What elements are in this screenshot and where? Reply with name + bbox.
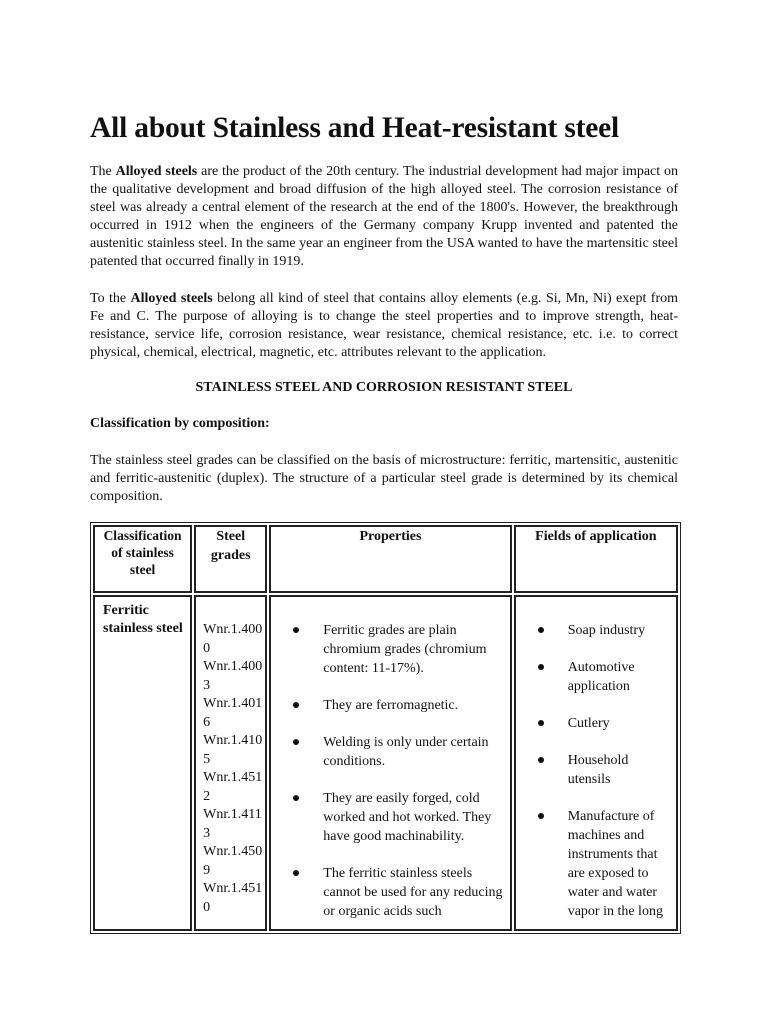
grade-item: Wnr.1.4512 <box>203 770 263 804</box>
para2-bold: Alloyed steels <box>130 291 213 306</box>
cell-fields <box>514 595 678 931</box>
header-fields: Fields of application <box>514 525 678 593</box>
bullet-icon <box>293 627 299 633</box>
intro-paragraph <box>90 163 678 271</box>
property-text: They are ferromagnetic. <box>323 698 459 713</box>
property-text: Ferritic grades are plain chromium grades (chromium content: 11-17%). <box>323 623 487 676</box>
list-item <box>281 864 505 921</box>
bullet-icon <box>293 870 299 876</box>
list-item <box>526 621 672 640</box>
grade-item: Wnr.1.4113 <box>203 807 262 841</box>
section-heading: STAINLESS STEEL AND CORROSION RESISTANT STEEL <box>195 380 573 395</box>
list-item <box>281 621 505 678</box>
list-item <box>281 696 505 715</box>
subheading: Classification by composition: <box>90 416 270 431</box>
bullet-icon <box>538 813 544 819</box>
list-item <box>526 658 672 696</box>
list-item <box>281 733 505 771</box>
list-item <box>526 751 672 789</box>
bullet-icon <box>538 664 544 670</box>
field-text: Manufacture of machines and instruments that are exposed to water and water vapor in the long <box>567 809 663 919</box>
table-row <box>93 595 678 931</box>
classification-name: Ferritic stainless steel <box>103 603 183 636</box>
table-header-row <box>93 525 678 593</box>
grades-list <box>196 597 265 917</box>
header-properties: Properties <box>269 525 511 593</box>
para2-post: belong all kind of steel that contains alloy elements (e.g. Si, Mn, Ni) exept from Fe and C. The purpose of alloying is to change the steel properties and to improve strength, heat-resistance, service life, corrosion resistance, wear resistance, chemical resistance, etc. i.e. to correct physical, chemical, electrical, magnetic, etc. attributes relevant to the application. <box>90 291 678 360</box>
property-text: They are easily forged, cold worked and hot worked. They have good machinability. <box>323 791 492 844</box>
grade-item: Wnr.1.4016 <box>203 696 263 730</box>
cell-classification <box>93 595 192 931</box>
grade-item: Wnr.1.4003 <box>203 659 263 693</box>
properties-list <box>271 597 509 921</box>
bullet-icon <box>293 795 299 801</box>
grade-item: Wnr.1.4105 <box>203 733 263 767</box>
cell-properties <box>269 595 511 931</box>
list-item <box>526 807 672 921</box>
composition-paragraph: The stainless steel grades can be classified on the basis of microstructure: ferritic, martensitic, austenitic and ferritic-austenitic (duplex). The structure of a particular steel grade is determined by its chemical composition. <box>90 453 678 504</box>
property-text: Welding is only under certain conditions. <box>323 735 489 769</box>
para1-pre: The <box>90 164 116 179</box>
page-title: All about Stainless and Heat-resistant steel <box>90 112 620 144</box>
para1-bold: Alloyed steels <box>115 164 198 179</box>
bullet-icon <box>538 627 544 633</box>
header-classification: Classification of stainless steel <box>93 525 192 593</box>
field-text: Household utensils <box>567 753 629 787</box>
cell-grades <box>194 595 267 931</box>
list-item <box>281 789 505 846</box>
field-text: Soap industry <box>567 623 646 638</box>
header-grades: Steel grades <box>194 525 267 593</box>
grade-item: Wnr.1.4510 <box>203 881 263 915</box>
steel-table <box>90 522 681 934</box>
alloy-paragraph <box>90 290 678 362</box>
list-item <box>526 714 672 733</box>
grade-item: Wnr.1.4000 <box>203 622 263 656</box>
fields-list <box>516 597 676 921</box>
bullet-icon <box>538 757 544 763</box>
property-text: The ferritic stainless steels cannot be used for any reducing or organic acids such <box>323 866 503 919</box>
field-text: Automotive application <box>567 660 635 694</box>
bullet-icon <box>293 739 299 745</box>
field-text: Cutlery <box>567 716 610 731</box>
para2-pre: To the <box>90 291 131 306</box>
bullet-icon <box>538 720 544 726</box>
para1-post: are the product of the 20th century. The industrial development had major impact on the qualitative development and broad diffusion of the high alloyed steel. The corrosion resistance of steel was already a central element of the research at the end of the 1800's. However, the breakthrough occurred in 1912 when the engineers of the Germany company Krupp invented and patented the austenitic stainless steel. In the same year an engineer from the USA wanted to have the martensitic steel patented that occurred finally in 1919. <box>90 164 679 269</box>
grade-item: Wnr.1.4509 <box>203 844 263 878</box>
bullet-icon <box>293 702 299 708</box>
